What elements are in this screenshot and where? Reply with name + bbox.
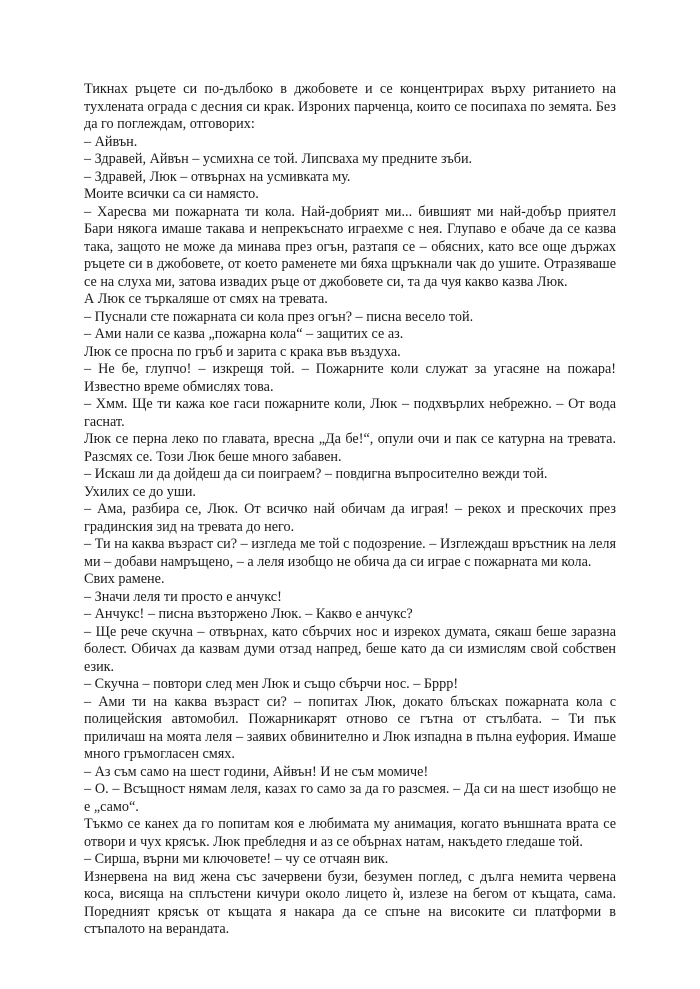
body-text bbox=[84, 81, 616, 939]
paragraph: Люк се перна леко по главата, вресна „Да бе!“, опули очи и пак се катурна на тревата. Разсмях се. Този Люк беше много забавен. bbox=[84, 431, 616, 465]
paragraph: Люк се просна по гръб и зарита с крака във въздуха. bbox=[84, 343, 401, 360]
paragraph: – О. – Всъщност нямам леля, казах го само за да го разсмея. – Да си на шест изобщо не е „само“. bbox=[84, 781, 616, 815]
paragraph: Тикнах ръцете си по-дълбоко в джобовете и се концентрирах върху ританието на тухлената ограда с десния си крак. Изроних парченца, които се посипаха по земята. Без да го поглеждам, отговорих: bbox=[84, 81, 616, 132]
paragraph: Тъкмо се канех да го попитам коя е любимата му анимация, когато външната врата се отвори и чух крясък. Люк пребледня и аз се обърнах натам, накъдето гледаше той. bbox=[84, 816, 616, 850]
paragraph: – Значи леля ти просто е анчукс! bbox=[84, 588, 282, 605]
paragraph: – Хмм. Ще ти кажа кое гаси пожарните коли, Люк – подхвърлих небрежно. – От вода гаснат. bbox=[84, 396, 616, 430]
paragraph: А Люк се търкаляше от смях на тревата. bbox=[84, 291, 328, 307]
paragraph: Моите всички са си намясто. bbox=[84, 186, 259, 202]
paragraph: – Здравей, Айвън – усмихна се той. Липсваха му предните зъби. bbox=[84, 151, 473, 167]
paragraph: – Анчукс! – писна възторжено Люк. – Какво е анчукс? bbox=[84, 606, 413, 622]
paragraph: – Искаш ли да дойдеш да си поиграем? – повдигна въпросително вежди той. bbox=[84, 466, 548, 482]
paragraph: – Ами нали се казва „пожарна кола“ – защитих се аз. bbox=[84, 326, 404, 342]
paragraph: – Здравей, Люк – отвърнах на усмивката му. bbox=[84, 168, 351, 185]
paragraph: – Сирша, върни ми ключовете! – чу се отчаян вик. bbox=[84, 851, 389, 867]
paragraph: – Ти на каква възраст си? – изгледа ме той с подозрение. – Изглеждаш връстник на леля ми – добави намръщено, – а леля изобщо не обича да си играе с пожарната ми кола. bbox=[84, 536, 616, 570]
paragraph: – Ще рече скучна – отвърнах, като сбърчих нос и изрекох думата, сякаш беше заразна болест. Обичах да казвам думи отзад напред, беше като да си измислям свой собствен език. bbox=[84, 623, 616, 675]
paragraph: – Аз съм само на шест години, Айвън! И не съм момиче! bbox=[84, 763, 429, 780]
paragraph: Свих рамене. bbox=[84, 571, 165, 587]
paragraph: – Ама, разбира се, Люк. От всичко най обичам да играя! – рекох и прескочих през градинския зид на тревата до него. bbox=[84, 501, 616, 535]
paragraph: – Харесва ми пожарната ти кола. Най-добрият ми... бившият ми най-добър приятел Бари някога имаше такава и непрекъснато играехме с нея. Глупаво е обаче да се казва така, защото не може да минава през огън, разтапя се – обясних, като все още държах ръцете си в джобовете, от което раменете ми бяха щръкнали чак до ушите. Отразяваше се на слуха ми, затова извадих ръце от джобовете си, та да чуя какво казва Люк. bbox=[84, 203, 616, 290]
paragraph: – Ами ти на каква възраст си? – попитах Люк, докато блъсках пожарната кола с полицейския автомобил. Пожарникарят отново се гътна от стълбата. – Ти пък приличаш на моята леля – заявих обвинително и Люк изпадна в пълна еуфория. Имаше много гръмогласен смях. bbox=[84, 693, 616, 762]
paragraph: Изнервена на вид жена със зачервени бузи, безумен поглед, с дълга немита червена коса, висяща на сплъстени кичури около лицето ѝ, излезе на бегом от къщата, сама. Поредният крясък от къщата я накара да се спъне на високите си платформи в стъпалото на верандата. bbox=[84, 868, 616, 937]
paragraph: – Не бе, глупчо! – изкрещя той. – Пожарните коли служат за угасяне на пожара! Известно време обмислях това. bbox=[84, 361, 616, 395]
paragraph: – Айвън. bbox=[84, 133, 138, 150]
paragraph: Ухилих се до уши. bbox=[84, 483, 196, 500]
paragraph: – Пуснали сте пожарната си кола през огън? – писна весело той. bbox=[84, 308, 474, 325]
paragraph: – Скучна – повтори след мен Люк и също сбърчи нос. – Бррр! bbox=[84, 676, 459, 692]
